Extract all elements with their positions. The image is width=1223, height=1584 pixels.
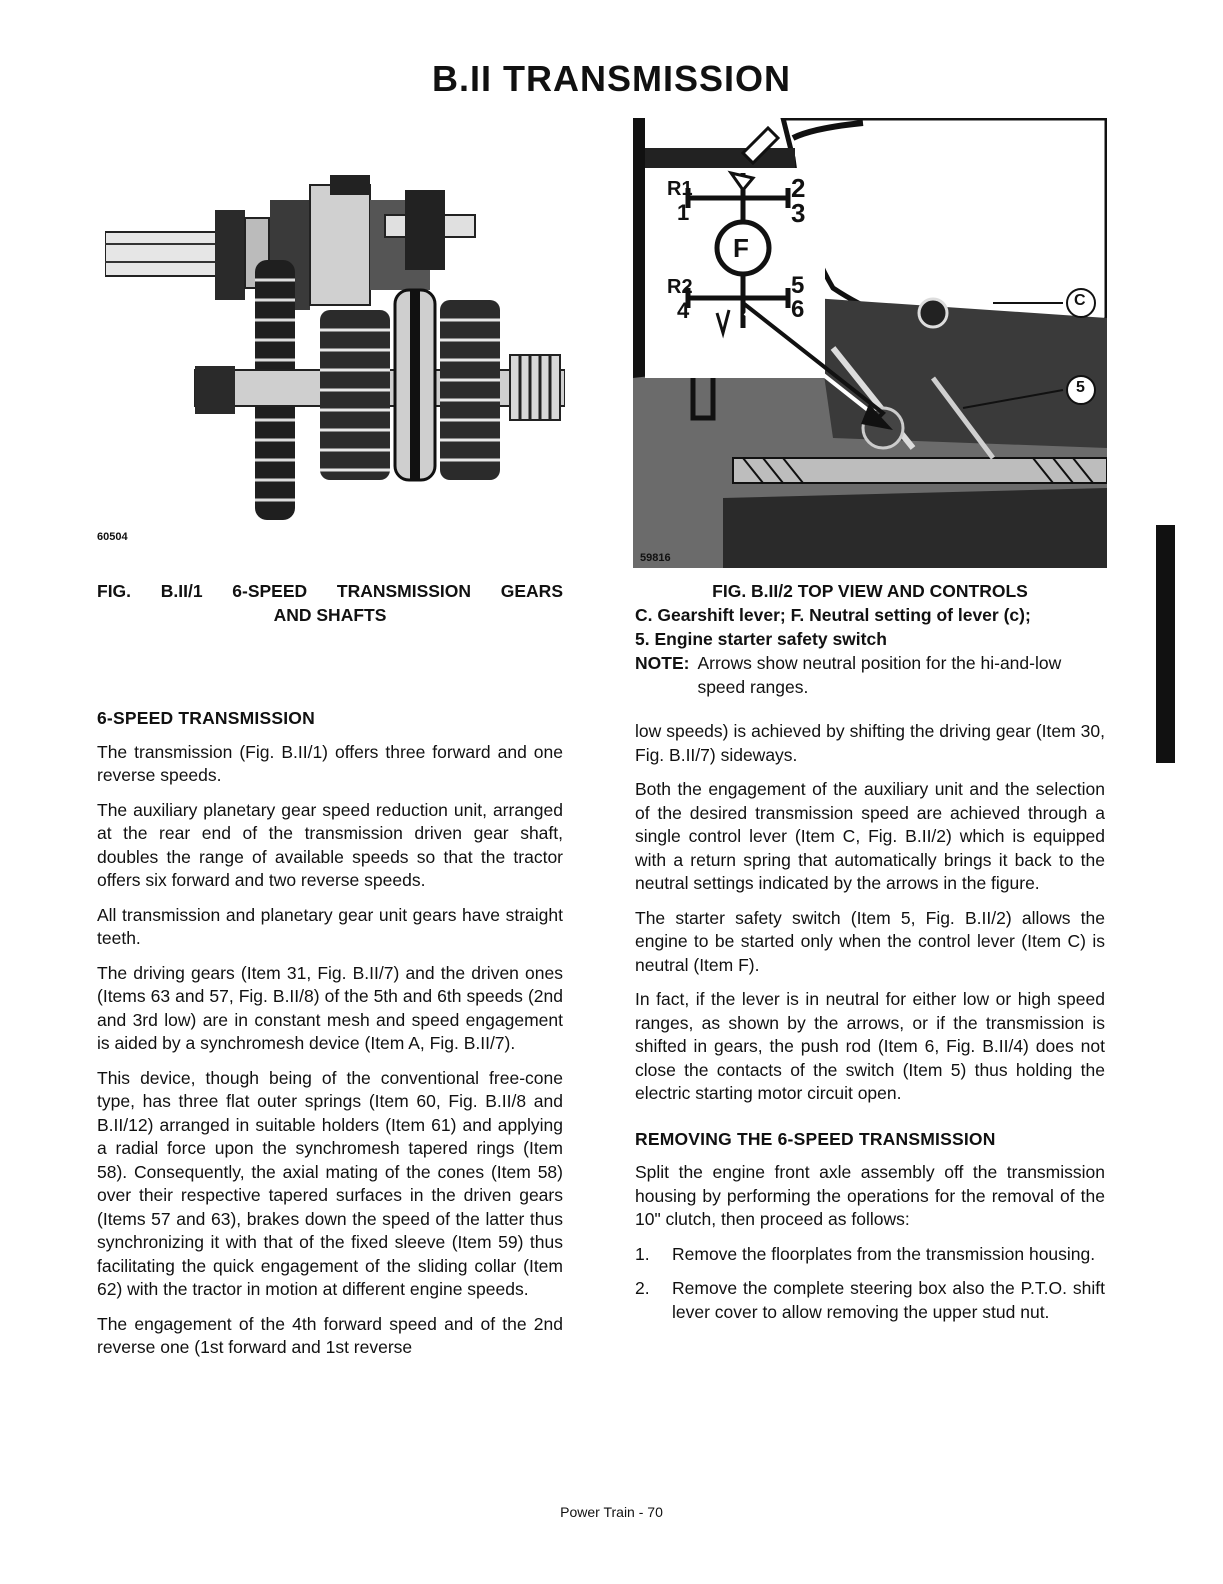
paragraph: Both the engagement of the auxiliary unit and the selection of the desired transmission speed are achieved through a single control lever (Item C, Fig. B.II/2) which is equipped with a return spring that automatically brings it back to the neutral settings indicated by the arrows in the figure. — [635, 779, 1105, 893]
page-footer: Power Train - 70 — [560, 1504, 663, 1520]
callout-5: 5 — [1076, 379, 1085, 396]
shift-label-neutral-f: F — [733, 233, 749, 263]
fig1-caption-line2: AND SHAFTS — [273, 605, 387, 625]
paragraph: Split the engine front axle assembly off the transmission housing by performing the operations for the removal of the 10" clutch, then proceed as follows: — [635, 1162, 1105, 1229]
paragraph: The auxiliary planetary gear speed reduction unit, arranged at the rear end of the transmission driven gear shaft, doubles the range of available speeds so that the tractor offers six forward and two reverse speeds. — [97, 799, 563, 890]
removal-steps-list — [635, 1243, 1105, 1325]
shift-label-3: 3 — [791, 198, 806, 228]
fig2-photo-code: 59816 — [640, 552, 671, 564]
shift-label-4: 4 — [677, 298, 690, 323]
shift-label-r2: R2 — [667, 276, 693, 298]
paragraph: All transmission and planetary gear unit gears have straight teeth. — [97, 904, 563, 948]
shift-label-5: 5 — [791, 272, 805, 299]
top-view-controls-image — [633, 118, 1107, 568]
section-edge-tab — [1156, 525, 1175, 763]
step-number: 1. — [635, 1243, 650, 1264]
callout-c: C — [1074, 292, 1086, 309]
paragraph: The starter safety switch (Item 5, Fig. B.II/2) allows the engine to be started only when the control lever (Item C) is neutral (Item F). — [635, 907, 1105, 975]
section-heading-6-speed: 6-SPEED TRANSMISSION — [97, 708, 315, 728]
page-title: B.II TRANSMISSION — [431, 58, 792, 99]
step-number: 2. — [635, 1278, 650, 1298]
fig1-caption — [97, 579, 563, 627]
section-heading-removing: REMOVING THE 6-SPEED TRANSMISSION — [635, 1128, 996, 1149]
left-column — [97, 707, 563, 1371]
gears-shafts-image — [105, 170, 565, 530]
shift-label-6: 6 — [791, 296, 805, 323]
fig2-caption — [635, 579, 1105, 699]
paragraph: This device, though being of the conventional free-cone type, has three flat outer springs (Item 60, Fig. B.II/8 and B.II/12) arranged in suitable holders (Item 61) and applying a radial force upon the synchromesh tapered rings (Item 58). Consequently, the axial mating of the cones (Item 58) over their respective tapered surfaces in the driven gears (Items 57 and 63), brakes down the speed of the latter thus synchronizing it with that of the fixed sleeve (Item 59) thus facilitating the quick engagement of the sliding collar (Item 62) with the tractor in motion at different engine speeds. — [97, 1067, 563, 1299]
note-label: NOTE: — [635, 653, 690, 673]
fig2-caption-line2: C. Gearshift lever; F. Neutral setting of lever (c); — [635, 605, 1031, 625]
fig2-caption-line3: 5. Engine starter safety switch — [635, 629, 887, 649]
paragraph: low speeds) is achieved by shifting the driving gear (Item 30, Fig. B.II/7) sideways. — [635, 721, 1105, 765]
shift-label-1: 1 — [677, 200, 690, 225]
paragraph: In fact, if the lever is in neutral for either low or high speed ranges, as shown by the arrows, or if the transmission is shifted in gears, the push rod (Item 6, Fig. B.II/4) does not close the contacts of the switch (Item 5) thus holding the electric starting motor circuit open. — [635, 989, 1105, 1103]
list-item — [635, 1243, 1105, 1267]
figure-gears-photo — [105, 170, 565, 530]
paragraph: The engagement of the 4th forward speed and of the 2nd reverse one (1st forward and 1st reverse — [97, 1313, 563, 1357]
shift-label-r1: R1 — [667, 178, 693, 200]
fig1-caption-line1: FIG. B.II/1 6-SPEED TRANSMISSION GEARS — [97, 581, 563, 601]
fig1-photo-code: 60504 — [97, 531, 128, 543]
step-text: Remove the complete steering box also the P.T.O. shift lever cover to allow removing the upper stud nut. — [672, 1278, 1105, 1322]
list-item — [635, 1277, 1105, 1324]
paragraph: The driving gears (Item 31, Fig. B.II/7) and the driven ones (Items 63 and 57, Fig. B.II/8) of the 5th and 6th speeds (2nd and 3rd low) are in constant mesh and speed engagement is aided by a synchromesh device (Item A, Fig. B.II/7). — [97, 962, 563, 1053]
note-text: Arrows show neutral position for the hi-and-low speed ranges. — [697, 653, 1062, 697]
fig2-caption-title: FIG. B.II/2 TOP VIEW AND CONTROLS — [712, 581, 1028, 601]
figure-top-view-photo — [633, 118, 1107, 568]
step-text: Remove the floorplates from the transmission housing. — [672, 1243, 1096, 1264]
right-column — [635, 720, 1105, 1335]
fig2-note — [635, 651, 1105, 699]
shift-label-2: 2 — [791, 173, 806, 203]
paragraph: The transmission (Fig. B.II/1) offers three forward and one reverse speeds. — [97, 741, 563, 785]
